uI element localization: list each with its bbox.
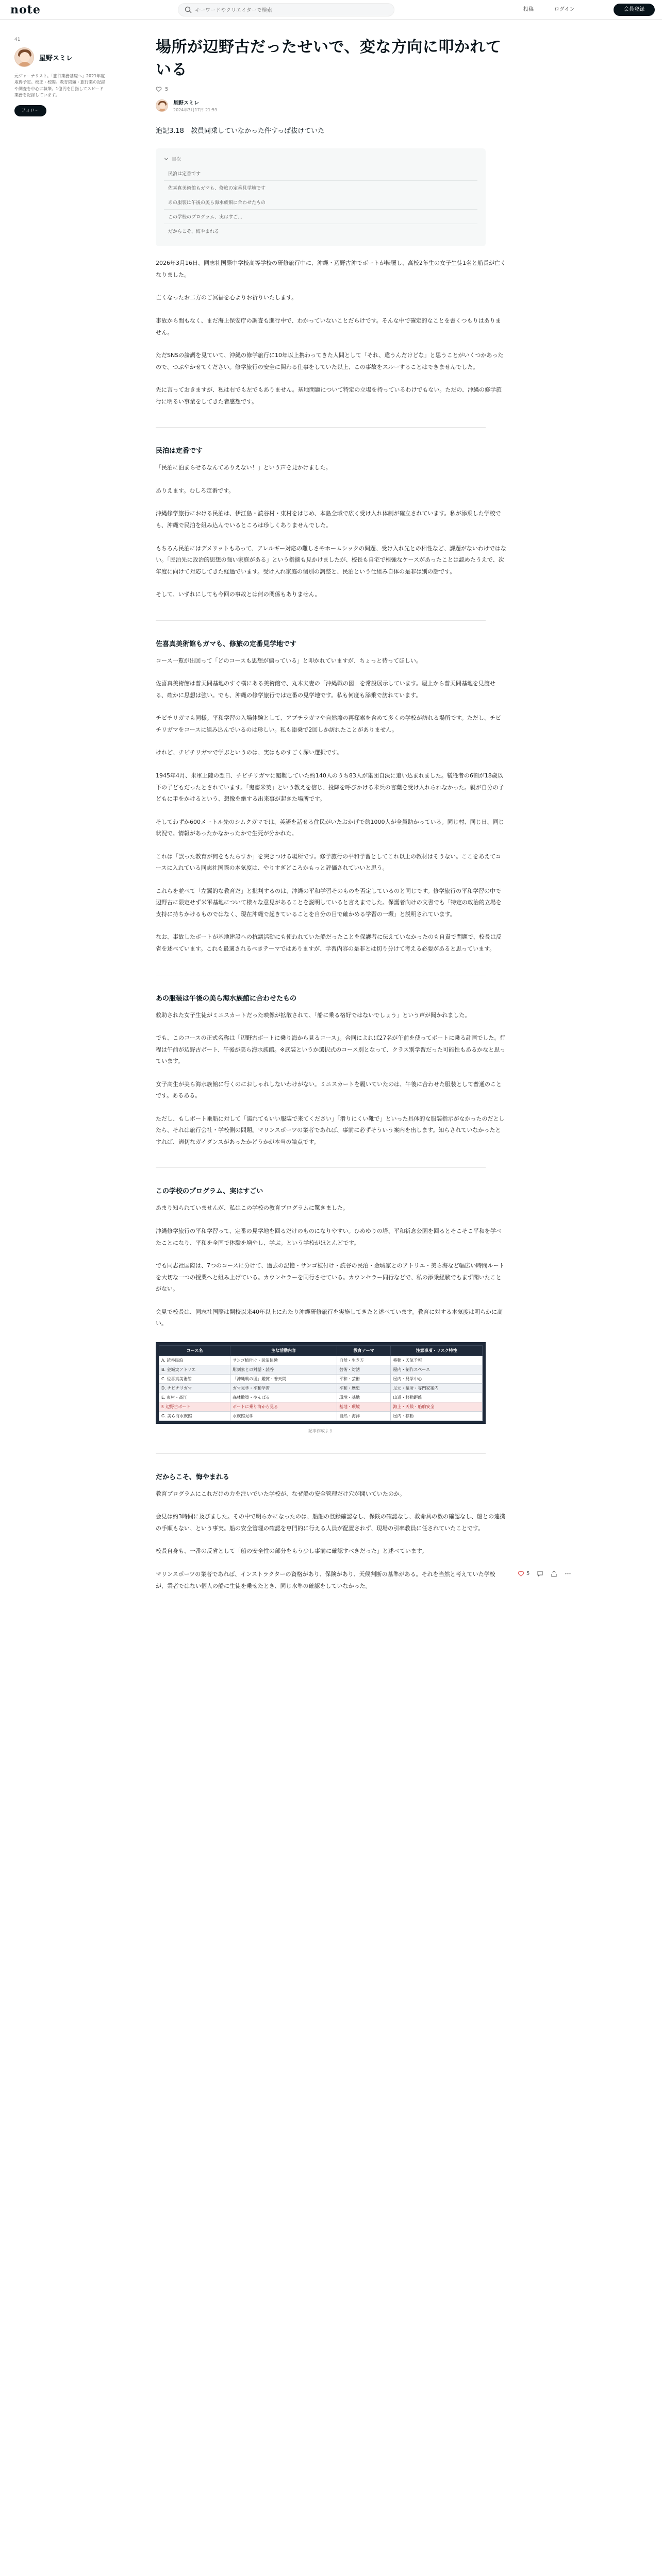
site-header <box>0 0 662 20</box>
section-heading: だからこそ、悔やまれる <box>156 1473 229 1481</box>
paragraph: でも同志社国際は、7つのコースに分けて、過去の記憶・サンゴ植付け・読谷の民泊・金城家とのアトリエ・美ら海など幅広い時間ルートを大切な一つの授業へと組み上げている。カウンセラーを同行させている。カウンセラー同行などで、私の添乗経験でもまず聞いたことがない。 <box>156 1262 505 1293</box>
paragraph: あまり知られていませんが、私はこの学校の教育プログラムに驚きました。 <box>156 1205 349 1212</box>
paragraph: もちろん民泊にはデメリットもあって、アレルギー対応の難しさやホームシックの問題、受け入れ先との相性など、課題がないわけではない。「民泊先に政治的思想の強い家庭がある」という指摘も見かけましたが、校長も自宅で根強なケースがあったことは認めたうえで、次年度に向けて対応してきた経過でいます。受け入れ家庭の個別の調整と、民泊という仕組み自体の是非は別の話です。 <box>156 545 506 575</box>
paragraph: チビチリガマも同様。平和学習の入場体験として、アブチラガマや自然壕の再探索を含めて多くの学校が訪れる場所です。ただし、チビチリガマをコースに組み込んでいるのは珍しい。私も添乗で2回しか訪れたことがありません。 <box>156 715 501 733</box>
float-like[interactable] <box>518 1570 529 1577</box>
section-heading: この学校のプログラム、実はすごい <box>156 1188 263 1196</box>
paragraph: なお、事故したボートが基地建設への抗議活動にも使われていた船だったことを保護者に伝えていなかったのも自責で問題で、校長は反省を述べています。これも最適されるべきテーマではありますが、学習内容の是非とは切り分けて考える必要があると思っています。 <box>156 934 502 952</box>
section-heading: 民泊は定番です <box>156 447 203 455</box>
section-heading: あの服装は午後の美ら海水族館に合わせたもの <box>156 994 297 1003</box>
login-link[interactable]: ログイン <box>554 7 575 12</box>
heart-icon[interactable] <box>156 86 162 92</box>
paragraph: マリンスポーツの業者であれば、インストラクターの資格があり、保険があり、天候判断の基準がある。それを当然と考えていた学校が、業者ではない個人の船に生徒を乗せたとき、同じ水準の確認をしていなかった。 <box>156 1571 495 1589</box>
post-link[interactable]: 投稿 <box>523 7 534 12</box>
paragraph: 1945年4月、米軍上陸の翌日、チビチリガマに避難していた約140人のうち83人が集団自決に追い込まれました。犠牲者の6割が18歳以下の子どもだったとされています。「鬼畜米英」という教えを信じ、投降を呼びかける米兵の言葉を受け入れられなかった。親が自分の子どもに手をかけるという、想像を絶する出来事が起きた場所です。 <box>156 772 504 803</box>
table-cell: 海上・天候・船舶安全 <box>391 1402 483 1411</box>
section-divider <box>156 620 486 621</box>
table-cell: D. チビチリガマ <box>159 1383 230 1393</box>
paragraph: ただし、もしボート乗船に対して「濡れてもいい服装で来てください」「滑りにくい靴で」といった具体的な服装指示がなかったのだとしたら、それは旅行会社・学校側の問題。マリンスポーツの業者であれば、事前に必ずそういう案内を出します。知らされていなかったとすれば、適切なガイダンスがあったかどうかが本当の論点です。 <box>156 1115 505 1145</box>
table-cell: 山道・移動距離 <box>391 1393 483 1402</box>
floating-actions <box>518 1570 571 1577</box>
heart-icon[interactable] <box>518 1570 524 1577</box>
paragraph: そしてわずか600メートル先のシムクガマでは、英語を話せる住民がいたおかげで約1000人が全員助かっている。同じ村、同じ日、同じ状況で。情報があったかなかったかで生死が分かれた。 <box>156 818 504 837</box>
table-caption: 記事作成より <box>308 1428 333 1433</box>
paragraph: 沖縄修学旅行の平和学習って、定番の見学地を回るだけのものになりやすい。ひめゆりの塔、平和祈念公園を回るとそこそこ平和を学べたことになり、平和を全国で体験を増やし、学ぶ。という学校がほとんどです。 <box>156 1228 502 1246</box>
follow-button[interactable]: フォロー <box>14 105 46 116</box>
section-divider <box>156 1453 486 1454</box>
toc-item[interactable]: 民泊は定番です <box>164 166 477 181</box>
article-author-name[interactable]: 星野スミレ <box>173 100 199 106</box>
section-heading: 佐喜真美術館もガマも、修旅の定番見学地です <box>156 640 297 648</box>
author-name[interactable]: 星野スミレ <box>39 54 73 62</box>
paragraph: 会見は約3時間に及びました。その中で明らかになったのは、船舶の登録確認なし、保険の確認なし、救命具の数の確認なし、船との連携の手順もない、という事実。船の安全管理の確認を専門的に行える人員が配置されず、現場の引率教員に任されていたことです。 <box>156 1513 505 1532</box>
table-cell: E. 東村・高江 <box>159 1393 230 1402</box>
table-row <box>159 1383 483 1393</box>
table-cell: 基地・環境 <box>337 1402 391 1411</box>
table-cell: 「沖縄戦の図」鑑賞・普天間 <box>230 1374 337 1383</box>
signup-button[interactable]: 会員登録 <box>614 4 655 16</box>
paragraph: 女子高生が美ら海水族館に行くのにおしゃれしないわけがない。ミニスカートを履いていたのは、午後に合わせた服装として普通のことです。あるある。 <box>156 1080 502 1099</box>
table-cell: 屋内・制作スペース <box>391 1365 483 1374</box>
author-sidebar <box>14 37 107 116</box>
table-row <box>159 1374 483 1383</box>
table-cell: F. 辺野古ボート <box>159 1402 230 1411</box>
paragraph: そして、いずれにしても今回の事故とは何の関係もありません。 <box>156 591 321 598</box>
article-subtitle: 追記3.18 教員同乗していなかった件すっぱ抜けていた <box>156 127 325 135</box>
table-row <box>159 1355 483 1365</box>
search-icon <box>185 6 192 13</box>
paragraph: ただSNSの論調を見ていて、沖縄の修学旅行に10年以上携わってきた人間として「それ、違うんだけどな」と思うことがいくつかあったので、つぶやかせてください。修学旅行の安全に関わる仕事をしていた以上、この事故をスルーすることはできませんでした。 <box>156 352 504 370</box>
search-box[interactable] <box>178 3 394 16</box>
paragraph: ありえます。むしろ定番です。 <box>156 487 235 494</box>
table-row <box>159 1393 483 1402</box>
table-cell: 森林散策・やんばる <box>230 1393 337 1402</box>
paragraph: 教育プログラムにこれだけの力を注いでいた学校が、なぜ船の安全管理だけ穴が開いていたのか。 <box>156 1490 405 1497</box>
like-count-row[interactable] <box>156 86 506 92</box>
paragraph: 救助された女子生徒がミニスカートだった映像が拡散されて、「船に乗る格好ではないでしょう」という声が聞かれました。 <box>156 1011 471 1019</box>
table-cell: ガマ見学・平和学習 <box>230 1383 337 1393</box>
author-bio: 元ジャーナリスト。「旅行業務基礎へ」2021年度取得予定。校正・校閲。教育問題・旅行業の記録や調査を中心に執筆。1億円を目指してスピード業務を記録しています。 <box>14 74 105 98</box>
toc-item[interactable]: だからこそ、悔やまれる <box>168 229 219 235</box>
paragraph: 沖縄修学旅行における民泊は、伊江島・読谷村・東村をはじめ、本島全域で広く受け入れ体制が確立されています。私が添乗した学校でも、沖縄で民泊を組み込んでいるところは珍しくありませんでした。 <box>156 510 501 529</box>
paragraph: 校長自身も、一番の反省として「船の安全性の部分をもう少し事前に確認すべきだった」と述べています。 <box>156 1548 427 1555</box>
table-cell: 環境・基地 <box>337 1393 391 1402</box>
table-row-highlighted <box>159 1402 483 1411</box>
table-cell: 芸術・対話 <box>337 1365 391 1374</box>
article-author-avatar[interactable] <box>156 99 168 112</box>
table-cell: 自然・生き方 <box>337 1355 391 1365</box>
table-header: 教育テーマ <box>337 1345 391 1355</box>
table-cell: 平和・歴史 <box>337 1383 391 1393</box>
paragraph: 事故から間もなく、まだ海上保安庁の調査も進行中で、わかっていないことだらけです。そんな中で確定的なことを書くつもりはありません。 <box>156 317 501 336</box>
sidebar-count: 41 <box>14 37 21 42</box>
toc-header[interactable] <box>164 156 477 162</box>
like-count: 5 <box>165 86 169 92</box>
paragraph: でも、このコースの正式名称は「辺野古ボートに乗り海から見るコース」。合同によれば27名が午前を使ってボートに乗る計画でした。行程は午前が辺野古ボート、午後が美ら海水族館。※武装というか選択式のコース別となって、クラス別学習だった可能性もあるかなと思っています。 <box>156 1035 506 1065</box>
table-cell: 移動・天気予報 <box>391 1355 483 1365</box>
table-header: 主な活動内容 <box>230 1345 337 1355</box>
article-title: 場所が辺野古だったせいで、変な方向に叩かれている <box>156 38 502 79</box>
table-header: コース名 <box>159 1345 230 1355</box>
paragraph: これらを並べて「左翼的な教育だ」と批判するのは、沖縄の平和学習そのものを否定しているのと同じです。修学旅行の平和学習の中で辺野古に限定せず米軍基地について様々な意見があることを説明していると言えまでした。保護者向けの文書でも「特定の政治的立場を支持に持ちかけるものではなく、現在沖縄で起きていることを自分の目で確かめる学習の一環」と説明されています。 <box>156 887 502 918</box>
toc-item[interactable]: この学校のプログラム、実はすご… <box>164 210 477 224</box>
sidebar-author[interactable] <box>14 47 107 67</box>
share-icon[interactable] <box>551 1570 557 1577</box>
chevron-down-icon <box>164 157 169 161</box>
paragraph: コース一覧が出回って「どのコースも思想が偏っている」と叩かれていますが、ちょっと待ってほしい。 <box>156 657 422 664</box>
table-cell: B. 金城実アトリエ <box>159 1365 230 1374</box>
table-cell: G. 美ら海水族館 <box>159 1411 230 1420</box>
paragraph: けれど、チビチリガマで学ぶというのは、実はものすごく深い選択です。 <box>156 749 343 756</box>
table-header: 注意事項・リスク特性 <box>391 1345 483 1355</box>
table-row <box>159 1411 483 1420</box>
article <box>156 36 506 1592</box>
table-cell: ボートに乗り海から見る <box>230 1402 337 1411</box>
paragraph: 2026年3月16日、同志社国際中学校高等学校の研修旅行中に、沖縄・辺野古沖でボートが転覆し、高校2年生の女子生徒1名と船長が亡くなりました。 <box>156 260 506 278</box>
table-cell: 水族館見学 <box>230 1411 337 1420</box>
table-row <box>159 1365 483 1374</box>
more-icon[interactable] <box>565 1570 571 1577</box>
article-author[interactable] <box>156 98 506 113</box>
note-logo[interactable]: note <box>10 3 41 16</box>
author-avatar[interactable] <box>14 47 34 67</box>
section-divider <box>156 427 486 428</box>
paragraph: 先に言っておきますが、私は右でも左でもありません。基地問題について特定の立場を持っているわけでもない。ただの、沖縄の修学旅行に明るい事業をしてきた者感想です。 <box>156 386 502 405</box>
paragraph: 佐喜真美術館は普天間基地のすぐ横にある美術館で、丸木夫妻の「沖縄戦の図」を常設展示しています。屋上から普天間基地を見渡せる、確かに思想は強い。でも、沖縄の修学旅行では定番の見学地です。私も何度も添乗で訪れています。 <box>156 680 495 699</box>
table-of-contents <box>156 148 486 246</box>
course-table <box>159 1345 483 1421</box>
float-like-count: 5 <box>526 1571 530 1577</box>
paragraph: 会見で校長は、同志社国際は開校以来40年以上にわたり沖縄研修旅行を実施してきたと述べています。教育に対する本気度は明らかに高い。 <box>156 1308 503 1327</box>
search-input[interactable] <box>195 6 386 15</box>
table-cell: 彫刻家との対話・読谷 <box>230 1365 337 1374</box>
table-cell: サンゴ植付け・民泊体験 <box>230 1355 337 1365</box>
toc-item[interactable]: 佐喜真美術館もガマも、修旅の定番見学地です <box>164 181 477 195</box>
course-table-image[interactable] <box>156 1342 486 1424</box>
table-cell: 屋内・見学中心 <box>391 1374 483 1383</box>
table-cell: C. 佐喜真美術館 <box>159 1374 230 1383</box>
comment-icon[interactable] <box>537 1570 543 1577</box>
paragraph: 「民泊に泊まらせるなんてありえない！」という声を見かけました。 <box>156 464 332 471</box>
paragraph: これは「誤った教育が何をもたらすか」を突きつける場所です。修学旅行の平和学習としてこれ以上の教材はそうない。ここをあえてコースに入れている同志社国際の本気度は、やりすぎどころかもっと評価されていいと思う。 <box>156 853 502 872</box>
paragraph: 亡くなったお二方のご冥福を心よりお祈りいたします。 <box>156 294 297 301</box>
table-cell: 平和・芸術 <box>337 1374 391 1383</box>
table-cell: 自然・海洋 <box>337 1411 391 1420</box>
article-date: 2024年3月17日 21:59 <box>173 108 218 112</box>
toc-item[interactable]: あの服装は午後の美ら海水族館に合わせたもの <box>164 195 477 210</box>
table-cell: 屋内・移動 <box>391 1411 483 1420</box>
toc-label: 目次 <box>172 157 181 163</box>
section-divider <box>156 1167 486 1168</box>
table-cell: 足元・暗所・専門家案内 <box>391 1383 483 1393</box>
table-cell: A. 読谷民泊 <box>159 1355 230 1365</box>
